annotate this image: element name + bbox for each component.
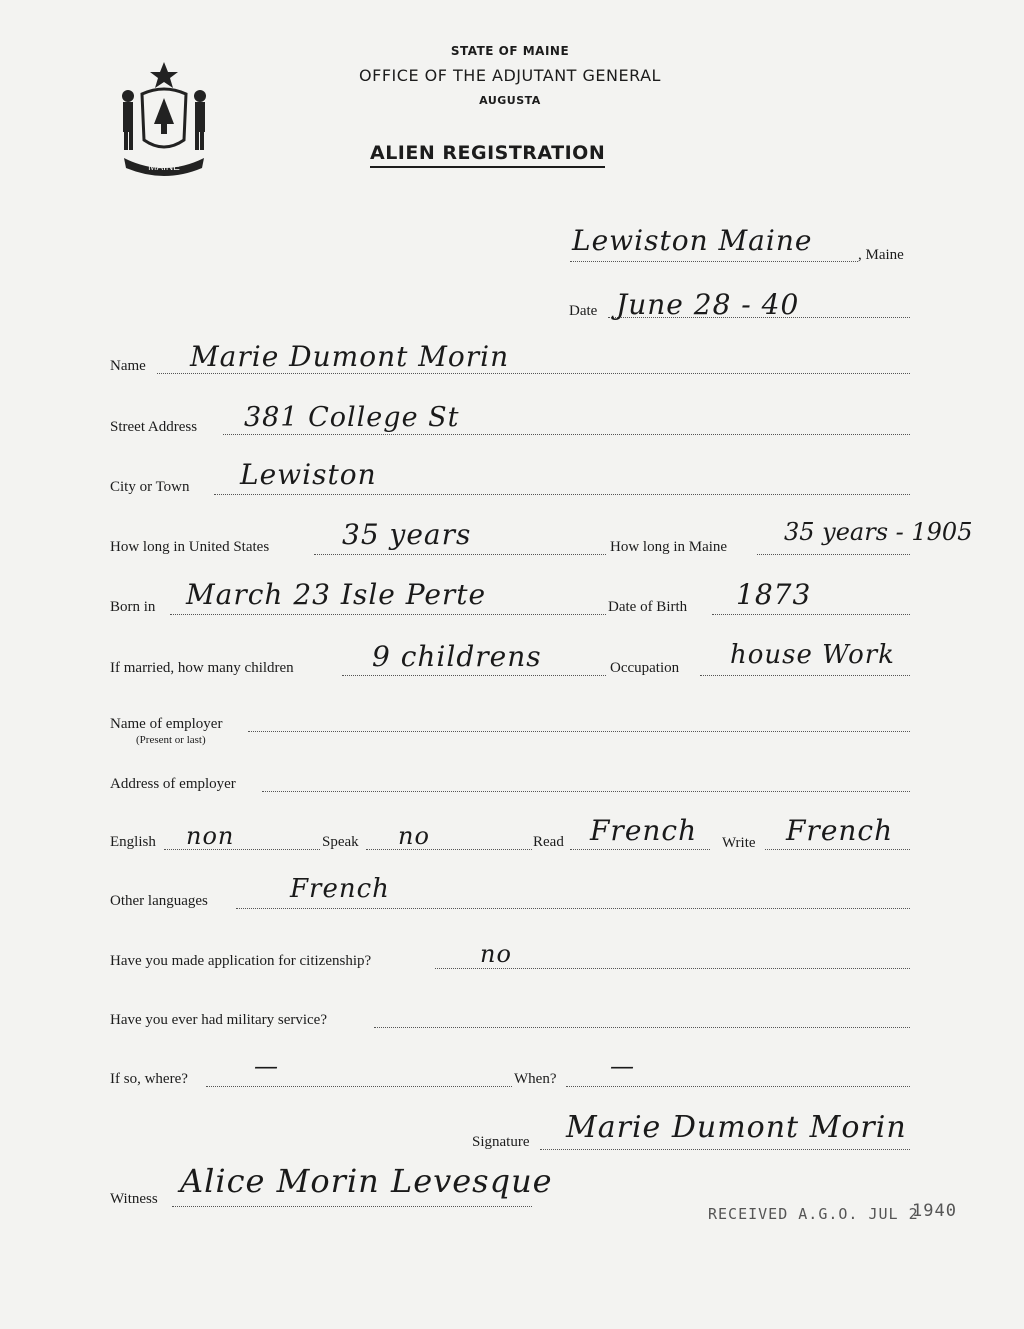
- occupation-line: [700, 675, 910, 676]
- speak-value: no: [398, 822, 430, 850]
- where-line: [206, 1086, 512, 1087]
- occupation-value: house Work: [730, 640, 895, 670]
- signature-line: [540, 1149, 910, 1150]
- children-line: [342, 675, 606, 676]
- occupation-label: Occupation: [610, 660, 680, 676]
- years-maine-value: 35 years - 1905: [784, 518, 973, 546]
- military-label: Have you ever had military service?: [110, 1012, 327, 1028]
- write-line: [765, 849, 910, 850]
- form-title: ALIEN REGISTRATION: [370, 142, 605, 168]
- read-label: Read: [533, 834, 564, 850]
- children-label: If married, how many children: [110, 660, 294, 676]
- state-seal-icon: [112, 58, 216, 176]
- received-stamp-year: 1940: [912, 1201, 957, 1221]
- dob-value: 1873: [736, 578, 812, 611]
- witness-line: [172, 1206, 532, 1207]
- street-value: 381 College St: [244, 402, 460, 433]
- children-value: 9 childrens: [372, 640, 542, 673]
- speak-line: [366, 849, 532, 850]
- name-line: [157, 373, 910, 374]
- born-in-label: Born in: [110, 599, 156, 615]
- place-suffix-label: , Maine: [858, 247, 904, 263]
- other-languages-value: French: [290, 874, 390, 904]
- when-line: [566, 1086, 910, 1087]
- citizenship-value: no: [480, 940, 512, 968]
- city-value: Lewiston: [240, 458, 377, 491]
- signature-value: Marie Dumont Morin: [566, 1110, 907, 1145]
- place-value: Lewiston Maine: [572, 224, 813, 257]
- employer-line: [248, 731, 910, 732]
- employer-label: Name of employer: [110, 716, 223, 732]
- english-label: English: [110, 834, 156, 850]
- date-value: June 28 - 40: [616, 288, 800, 321]
- years-us-label: How long in United States: [110, 539, 270, 555]
- english-value: non: [186, 822, 235, 850]
- where-value: —: [254, 1052, 279, 1080]
- state-heading: STATE OF MAINE: [450, 44, 570, 58]
- when-label: When?: [514, 1071, 557, 1087]
- dob-label: Date of Birth: [608, 599, 688, 615]
- employer-note: (Present or last): [136, 734, 206, 746]
- other-languages-label: Other languages: [110, 893, 208, 909]
- other-languages-line: [236, 908, 910, 909]
- years-us-line: [314, 554, 606, 555]
- signature-label: Signature: [472, 1134, 530, 1150]
- citizenship-label: Have you made application for citizenship?: [110, 953, 372, 969]
- read-line: [570, 849, 710, 850]
- born-in-line: [170, 614, 606, 615]
- name-label: Name: [110, 358, 146, 374]
- where-label: If so, where?: [110, 1071, 188, 1087]
- dob-line: [712, 614, 910, 615]
- street-label: Street Address: [110, 419, 198, 435]
- place-line: [570, 261, 858, 262]
- years-maine-line: [757, 554, 910, 555]
- employer-address-line: [262, 791, 910, 792]
- name-value: Marie Dumont Morin: [190, 340, 510, 373]
- write-value: French: [786, 814, 894, 847]
- city-heading: AUGUSTA: [479, 94, 541, 107]
- military-line: [374, 1027, 910, 1028]
- speak-label: Speak: [322, 834, 359, 850]
- born-in-value: March 23 Isle Perte: [186, 578, 487, 611]
- citizenship-line: [435, 968, 910, 969]
- received-stamp: [708, 1201, 957, 1223]
- read-value: French: [590, 814, 698, 847]
- years-us-value: 35 years: [342, 518, 472, 551]
- city-line: [214, 494, 910, 495]
- date-label: Date: [569, 303, 598, 319]
- seal-text: MAINE: [148, 162, 180, 173]
- years-maine-label: How long in Maine: [610, 539, 728, 555]
- city-label: City or Town: [110, 479, 190, 495]
- write-label: Write: [722, 835, 756, 851]
- witness-label: Witness: [110, 1191, 158, 1207]
- witness-value: Alice Morin Levesque: [180, 1162, 553, 1200]
- street-line: [223, 434, 910, 435]
- when-value: —: [610, 1052, 635, 1080]
- employer-address-label: Address of employer: [110, 776, 236, 792]
- office-heading: OFFICE OF THE ADJUTANT GENERAL: [359, 66, 661, 85]
- received-stamp-text: RECEIVED A.G.O. JUL 2: [708, 1205, 919, 1223]
